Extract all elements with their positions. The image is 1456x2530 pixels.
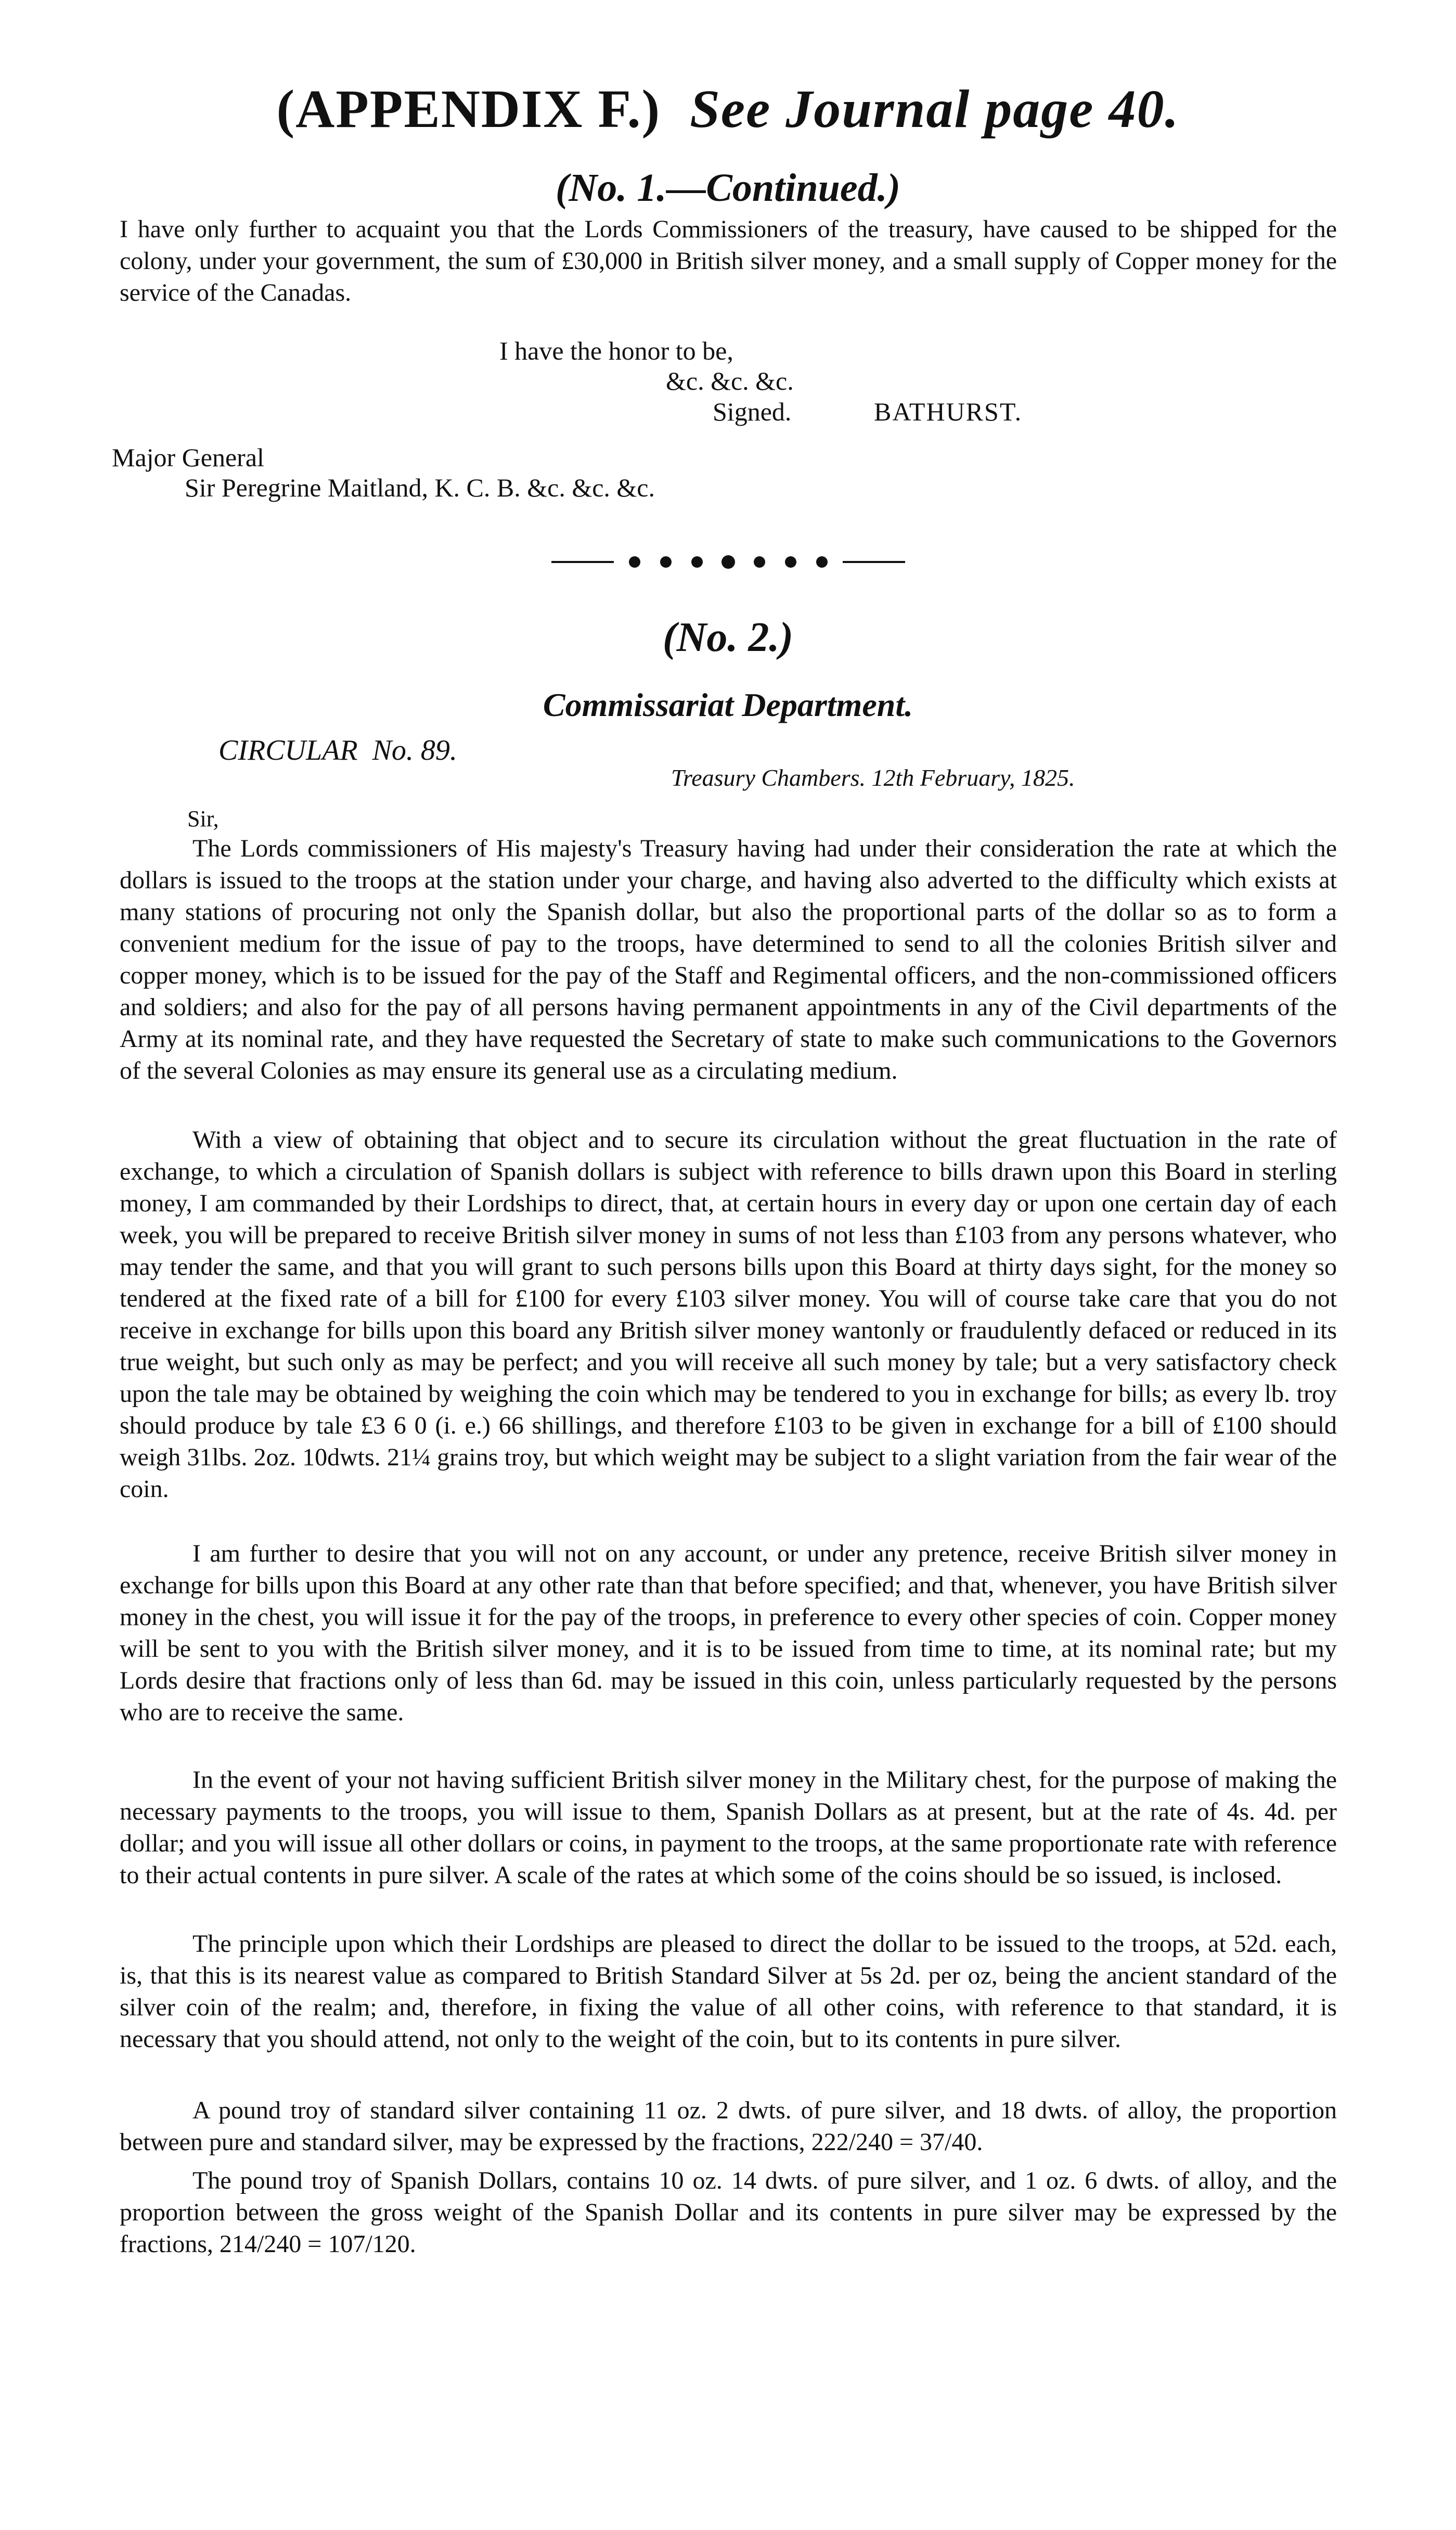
signed-label: Signed. xyxy=(713,397,792,426)
department-title: Commissariat Department. xyxy=(543,686,913,723)
part1-body: I have only further to acquaint you that the Lords Commissioners of the treasury, have caused to be shipped for the colony, under your government, the sum of £30,000 in British silver money, and a small supply of Copper money for the service of the Canadas. xyxy=(120,215,1337,306)
appendix-heading xyxy=(0,78,1456,140)
addressee-rank: Major General xyxy=(112,443,264,472)
part1-subheading: (No. 1.—Continued.) xyxy=(556,166,900,210)
circular-line xyxy=(218,734,457,767)
closing-line: I have the honor to be, xyxy=(499,336,733,365)
signer-name: BATHURST. xyxy=(874,397,1023,426)
circular-number: No. 89. xyxy=(372,734,457,766)
ornamental-divider xyxy=(551,554,905,570)
circular-label: CIRCULAR xyxy=(218,734,358,766)
journal-reference: See Journal page 40. xyxy=(690,79,1180,139)
circular-paragraph-4: In the event of your not having sufficient British silver money in the Military chest, for the purpose of making the necessary payments to the troops, you will issue to them, Spanish Dollars as at present, but at the rate of 4s. 4d. per dollar; and you will issue all other dollars or coins, in payment to the troops, at the same proportionate rate with reference to their actual contents in pure silver. A scale of the rates at which some of the coins should be so issued, is inclosed. xyxy=(120,1766,1337,1889)
addressee-name: Sir Peregrine Maitland, K. C. B. &c. &c. &c. xyxy=(185,473,655,502)
circular-paragraph-5: The principle upon which their Lordships are pleased to direct the dollar to be issued to the troops, at 52d. each, is, that this is its nearest value as compared to British Standard Silver at 5s 2d. per oz, being the ancient standard of the silver coin of the realm; and, therefore, in fixing the value of all other coins, with reference to that standard, it is necessary that you should attend, not only to the weight of the coin, but to its contents in pure silver. xyxy=(120,1930,1337,2053)
etc-line: &c. &c. &c. xyxy=(666,366,794,395)
circular-paragraph-2: With a view of obtaining that object and to secure its circulation without the great fluctuation in the rate of exchange, to which a circulation of Spanish dollars is subject with reference to bills drawn upon this Board in sterling money, I am commanded by their Lordships to direct, that, at certain hours in every day or upon one certain day of each week, you will be prepared to receive British silver money in sums of not less than £103 from any persons whatever, who may tender the same, and that you will grant to such persons bills upon this Board at thirty days sight, for the money so tendered at the fixed rate of a bill for £100 for every £103 silver money. You will of course take care that you do not receive in exchange for bills upon this board any British silver money wantonly or fraudulently defaced or reduced in its true weight, but such only as may be perfect; and you will receive all such money by tale; but a very satisfactory check upon the tale may be obtained by weighing the coin which may be tendered to you in exchange for bills; as every lb. troy should produce by tale £3 6 0 (i. e.) 66 shillings, and therefore £103 to be given in exchange for a bill of £100 should weigh 31lbs. 2oz. 10dwts. 21¼ grains troy, but which weight may be subject to a slight variation from the fair wear of the coin. xyxy=(120,1126,1337,1503)
salutation: Sir, xyxy=(187,806,219,832)
circular-paragraph-6: A pound troy of standard silver containing 11 oz. 2 dwts. of pure silver, and 18 dwts. of alloy, the proportion between pure and standard silver, may be expressed by the fractions, 222/240 = 37/40. xyxy=(120,2097,1337,2156)
appendix-label: (APPENDIX F.) xyxy=(276,79,661,139)
dateline: Treasury Chambers. 12th February, 1825. xyxy=(671,764,1075,791)
circular-paragraph-3: I am further to desire that you will not on any account, or under any pretence, receive British silver money in exchange for bills upon this Board at any other rate than that before specified; and that, whenever, you have British silver money in the chest, you will issue it for the pay of the troops, in preference to every other species of coin. Copper money will be sent to you with the British silver money, and it is to be issued from time to time, at its nominal rate; but my Lords desire that fractions only of less than 6d. may be issued in this coin, unless particularly requested by the persons who are to receive the same. xyxy=(120,1540,1337,1726)
circular-paragraph-7: The pound troy of Spanish Dollars, contains 10 oz. 14 dwts. of pure silver, and 1 oz. 6 dwts. of alloy, and the proportion between the gross weight of the Spanish Dollar and its contents in pure silver may be expressed by the fractions, 214/240 = 107/120. xyxy=(120,2167,1337,2258)
part2-subheading: (No. 2.) xyxy=(662,615,794,660)
circular-paragraph-1: The Lords commissioners of His majesty's Treasury having had under their consideration the rate at which the dollars is issued to the troops at the station under your charge, and having also adverted to the difficulty which exists at many stations of procuring not only the Spanish dollar, but also the proportional parts of the dollar so as to form a convenient medium for the issue of pay to the troops, have determined to send to all the colonies British silver and copper money, which is to be issued for the pay of the Staff and Regimental officers, and the non-commissioned officers and soldiers; and also for the pay of all persons having permanent appointments in any of the Civil departments of the Army at its nominal rate, and they have requested the Secretary of state to make such communications to the Governors of the several Colonies as may ensure its general use as a circulating medium. xyxy=(120,835,1337,1084)
